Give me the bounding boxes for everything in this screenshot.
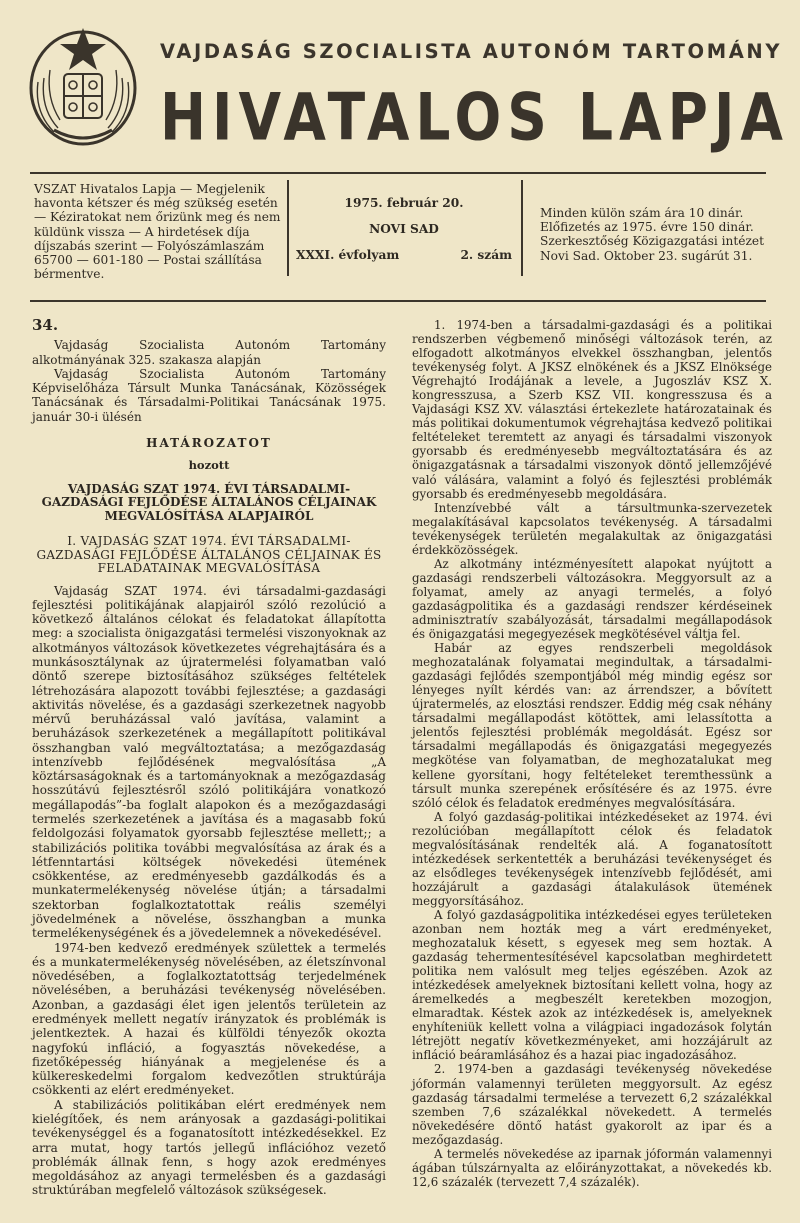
issue-number: 2. szám — [460, 248, 512, 263]
body-paragraph: A termelés növekedése az iparnak jóformán valamennyi ágában túlszárnyalta az előirányzottakat, a növekedés kb. 12,6 százalék (tervezett 7,4 százalék). — [412, 1146, 772, 1189]
right-column — [412, 318, 772, 1189]
body-paragraph: Intenzívebbé vált a társultmunka-szervezetek megalakításával kapcsolatos tevékenység. A társadalmi tevékenységek területén megalakultak az önigazgatási érdekközösségek. — [412, 500, 772, 557]
section-heading: I. VAJDASÁG SZAT 1974. ÉVI TÁRSADALMI-GAZDASÁGI FEJLŐDÉSE ÁLTALÁNOS CÉLJAINAK ÉS FELADATAINAK MEGVALÓSÍTÁSA — [36, 534, 382, 576]
issue-date: 1975. február 20. — [344, 196, 464, 210]
body-paragraph: 1. 1974-ben a társadalmi-gazdasági és a politikai rendszerben végbemenő minőségi változások terén, az elfogadott alkotmányos elvekkel összhangban, jelentős tevékenység folyt. A JKSZ elnökének és a JKSZ Elnöksége Végrehajtó Irodájának a levele, a Jugoszláv KSZ X. kongresszusa, a Szerb KSZ VII. kongresszusa és a Vajdasági KSZ XV. választási értekezlete határozatainak és más politikai dokumentumok végrehajtása kedvező politikai feltételeket teremtett az anyagi és társadalmi viszonyok gyorsabb és eredményesebb megváltoztatására és az önigazgatásnak a társadalmi viszonyok döntő jellemzőjévé való válására, valamint a folyó és fejlesztési problémák gyorsabb és eredményesebb megoldására. — [412, 318, 772, 501]
masthead — [0, 0, 800, 172]
intro-paragraph: Vajdaság Szocialista Autonóm Tartomány Képviselőháza Társult Munka Tanácsának, Közösségek Tanácsának és Társadalmi-Politikai Tanácsának 1975. január 30-i ülésén — [32, 366, 386, 424]
item-number: 34. — [32, 316, 59, 334]
header-top-rule — [30, 172, 766, 174]
header-bottom-rule — [30, 300, 766, 302]
issue-row — [296, 248, 512, 262]
divider-right — [521, 180, 523, 276]
masthead-big-title: HIVATALOS LAPJA — [160, 79, 789, 155]
price-info: Minden külön szám ára 10 dinár. Előfizetés az 1975. évre 150 dinár. Szerkesztőség Közigazgatási intézet Novi Sad. Oktober 23. sugárút 31. — [540, 206, 765, 263]
body-paragraph: Vajdaság SZAT 1974. évi társadalmi-gazdasági fejlesztési politikájának alapjairól szóló rezolúció a következő általános célokat és feladatokat állapította meg: a szocialista önigazgatási termelési viszonyoknak az alkotmányos változások következetes végrehajtására és a munkásosztálynak az újratermelési folyamatban való döntő szerepe biztosításához szükséges feltételek létrehozására alapozott további fejlesztése; a gazdasági aktivitás növelése, és a gazdasági szerkezetnek nagyobb mérvű beruházással való javítása, valamint a beruházások szerkezetének a megállapított politikával összhangban való megváltoztatása; a mezőgazdaság intenzívebb fejlődésének megvalósítása „A köztársaságoknak és a tartományoknak a mezőgazdaság hosszútávú fejlesztésről szóló politikájára vonatkozó megállapodás”-ba foglalt alapokon és a mezőgazdasági termelés szerkezetének a javítása és a magasabb fokú feldolgozási folyamatok gyorsabb fejlesztése mellett;; a stabilizációs politika további megvalósítása az árak és a létfenntartási költségek növekedési ütemének csökkentése, az eredményesebb gazdálkodás és a munkatermelékenység növelése útján; a társadalmi szektorban foglalkoztatottak reális személyi jövedelmének a növelése, összhangban a munka termelékenységének és a jövedelemnek a növekedésével. — [32, 583, 386, 941]
issue-info — [296, 196, 512, 263]
body-paragraph: A folyó gazdaság-politikai intézkedéseket az 1974. évi rezolúcióban megállapított célok és feladatok megvalósításának rendelték alá. A foganatosított intézkedések serkentették a beruházási tevékenységet és az elsődleges tevékenységek intenzívebb fejlődését, ami hozzájárult a gazdasági átalakulások ütemének meggyorsításához. — [412, 809, 772, 908]
issue-volume: XXXI. évfolyam — [296, 248, 400, 263]
masthead-top-title: VAJDASÁG SZOCIALISTA AUTONÓM TARTOMÁNY — [160, 40, 783, 63]
decision-word: HATÁROZATOT — [146, 435, 272, 450]
publication-info: VSZAT Hivatalos Lapja — Megjelenik havonta kétszer és még szükség esetén — Kéziratokat nem őrizünk meg és nem küldünk vissza — A hirdetések díja díjszabás szerint — Folyószámlaszám 65700 — 601-180 — Postai szállítása bérmentve. — [34, 182, 281, 282]
left-column — [32, 318, 386, 1198]
body-paragraph: A stabilizációs politikában elért eredmények nem kielégítőek, és nem arányosak a gazdasági-politikai tevékenységgel és a foganatosított intézkedésekkel. Ez arra mutat, hogy tartós jellegű inflációhoz vezető problémák állnak fenn, s hogy azok eredményes megoldásához az anyagi termelésben és a gazdasági struktúrában megfelelő változások szükségesek. — [32, 1097, 386, 1198]
coat-of-arms-icon — [24, 22, 142, 148]
body-paragraph: A folyó gazdaságpolitika intézkedései egyes területeken azonban nem hozták meg a várt eredményeket, meghozataluk késett, s egyesek meg sem hoztak. A gazdaság tehermentesítésével kapcsolatban meghirdetett politika nem valósult meg teljes egészében. Azok az intézkedések amelyeknek biztosítani kellett volna, hogy az áremelkedés a megbeszélt keretekben mozogjon, elmaradtak. Késtek azok az intézkedések is, amelyeknek enyhíteniük kellett volna a világpiaci ingadozások folytán létrejött negatív következményeket, ami hozzájárult az infláció beáramlásához és a hazai piac ingadozásához. — [412, 907, 772, 1063]
body-paragraph: Habár az egyes rendszerbeli megoldások meghozatalának folyamatai megindultak, a társadalmi-gazdasági fejlődés szempontjából még mindig egész sor lényeges nyílt kérdés van: az árrendszer, a bővített újratermelés, az elosztási rendszer. Eddig még csak néhány társadalmi megállapodást kötöttek, ami lelassította a jelentős fejlesztési problémák megoldását. Egész sor társadalmi megállapodás és önigazgatási megegyezés megkötése van folyamatban, de meghozatalukat meg kellene gyorsítani, hogy feltételeket teremthessünk a társult munka szerepének erősítésére és az 1975. évre szóló célok és feladatok eredményes megvalósítására. — [412, 641, 772, 810]
issue-city: NOVI SAD — [369, 222, 439, 237]
intro-paragraph: Vajdaság Szocialista Autonóm Tartomány alkotmányának 325. szakasza alapján — [32, 338, 386, 367]
body-paragraph: 1974-ben kedvező eredmények születtek a termelés és a munkatermelékenység növelésében, az életszínvonal növedésében, a foglalkoztatottság terjedelmének növelésében, a beruházási tevékenység növelésében. Azonban, a gazdasági élet igen jelentős területein az eredmények mellett negatív irányzatok és problémák is jelentkeztek. A hazai és külföldi tényezők okozta nagyfokú infláció, a fogyasztás növekedése, a fizetőképesség hiányának a megjelenése és a külkereskedelmi forgalom kedvezőtlen struktúrája csökkenti az elért eredményeket. — [32, 940, 386, 1098]
body-paragraph: Az alkotmány intézményesített alapokat nyújtott a gazdasági rendszerbeli változásokra. Meggyorsult az a folyamat, amely az anyagi termelés, a folyó gazdaságpolitika és a gazdasági rendszer kérdéseinek adminisztratív szabályozását, társadalmi megállapodások és önigazgatási megegyezések megkötésével váltja fel. — [412, 556, 772, 642]
main-heading: VAJDASÁG SZAT 1974. ÉVI TÁRSADALMI-GAZDASÁGI FEJLŐDÉSE ÁLTALÁNOS CÉLJAINAK MEGVALÓSÍTÁSA ALAPJAIRÓL — [41, 481, 377, 523]
body-paragraph: 2. 1974-ben a gazdasági tevékenység növekedése jóformán valamennyi területen meggyorsult. Az egész gazdaság társadalmi termelése a tervezett 6,2 százalékkal szemben 7,6 százalékkal növekedett. A termelés növekedésére döntő hatást gyakorolt az ipar és a mezőgazdaság. — [412, 1062, 772, 1147]
hozott-word: hozott — [188, 458, 230, 473]
divider-left — [287, 180, 289, 276]
